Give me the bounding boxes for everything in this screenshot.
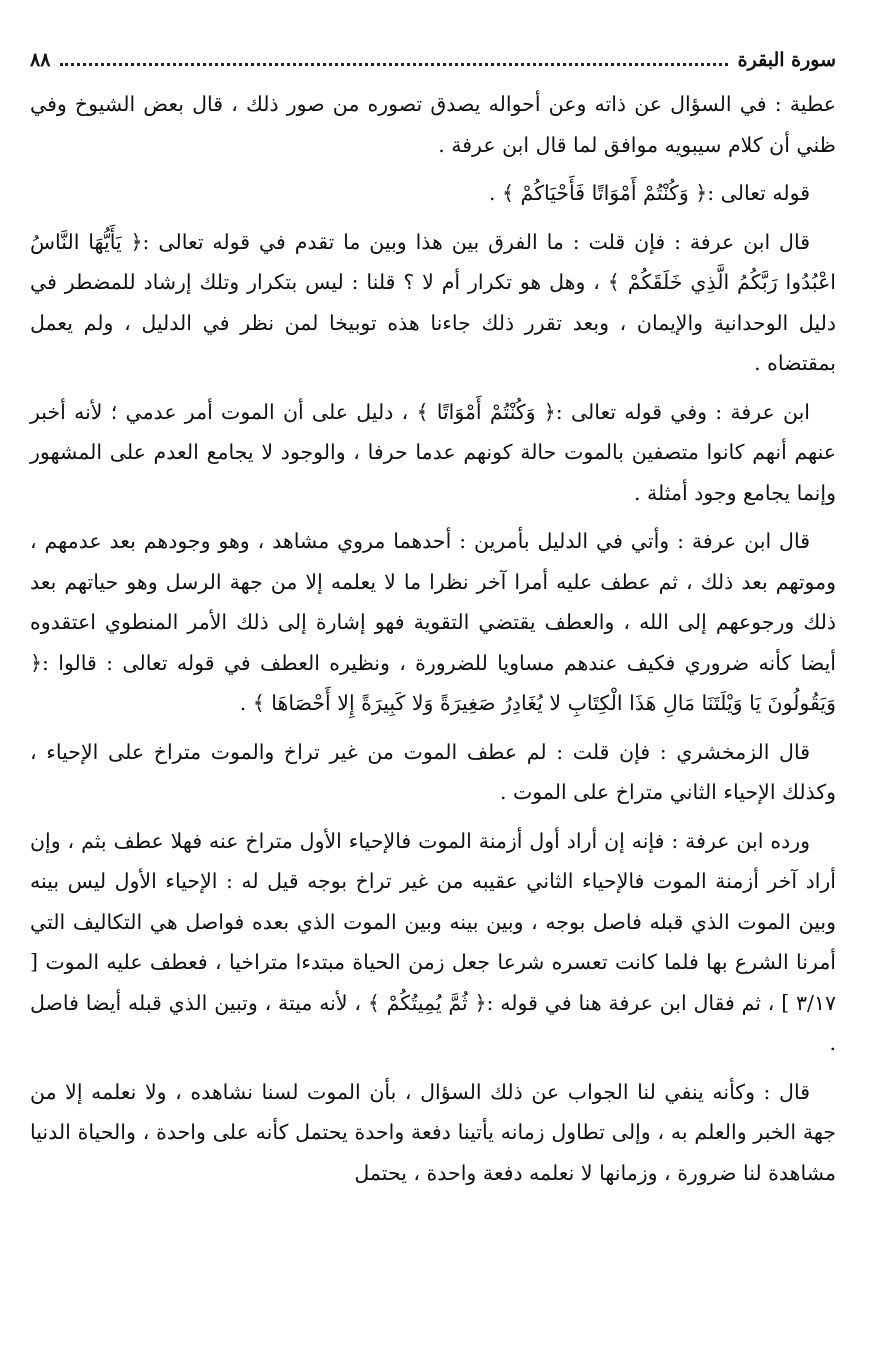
document-page — [30, 40, 836, 1201]
paragraph: ورده ابن عرفة : فإنه إن أراد أول أزمنة الموت فالإحياء الأول متراخ عنه فهلا عطف بثم ، وإن أراد آخر أزمنة الموت فالإحياء الثاني عقيبه من غير تراخ بوجه قيل له : الإحياء الأول ليس بينه وبين الموت الذي قبله فاصل بوجه ، وبين بينه وبين الموت الذي بعده فواصل هي التكاليف التي أمرنا الشرع بها فلما كانت تعسره شرعا جعل زمن الحياة مبتدءا متراخيا ، فعطف عليه الموت [ ٣/١٧ ] ، ثم فقال ابن عرفة هنا في قوله :﴿ ثُمَّ يُمِيتُكُمْ ﴾ ، لأنه ميتة ، وتبين الذي قبله أيضا فاصل . — [30, 828, 836, 1055]
paragraph: قال الزمخشري : فإن قلت : لم عطف الموت من غير تراخ والموت متراخ على الإحياء ، وكذلك الإحياء الثاني متراخ على الموت . — [30, 739, 836, 804]
page-body — [30, 84, 836, 1193]
paragraph: قال : وكأنه ينفي لنا الجواب عن ذلك السؤال ، بأن الموت لسنا نشاهده ، ولا نعلمه إلا من جهة الخبر والعلم به ، وإلى تطاول زمانه يأتينا دفعة واحدة يحتمل كأنه على واحدة ، والحياة الدنيا مشاهدة لنا ضرورة ، وزمانها لا نعلمه دفعة واحدة ، يحتمل — [30, 1079, 836, 1185]
page-header — [30, 40, 836, 80]
paragraph: قال ابن عرفة : فإن قلت : ما الفرق بين هذا وبين ما تقدم في قوله تعالى :﴿ يَأَيُّهَا النَّاسُ اعْبُدُوا رَبَّكُمُ الَّذِي خَلَقَكُمْ ﴾ ، وهل هو تكرار أم لا ؟ قلنا : ليس بتكرار وتلك إرشاد للمضطر في دليل الوحدانية والإيمان ، وبعد تقرر ذلك جاءنا هذه توبيخا لمن نظر في الدليل ، ولم يعمل بمقتضاه . — [30, 229, 836, 375]
chapter-title: سورة البقرة — [737, 49, 836, 71]
paragraph: عطية : في السؤال عن ذاته وعن أحواله يصدق تصوره من صور ذلك ، قال بعض الشيوخ وفي ظني أن كلام سيبويه موافق لما قال ابن عرفة . — [30, 92, 836, 157]
header-dotted-leader — [60, 63, 727, 66]
paragraph: قوله تعالى :﴿ وَكُنْتُمْ أَمْوَاتًا فَأَحْيَاكُمْ ﴾ . — [488, 181, 810, 205]
paragraph: قال ابن عرفة : وأتي في الدليل بأمرين : أحدهما مروي مشاهد ، وهو وجودهم بعد عدمهم ، وموتهم بعد ذلك ، ثم عطف عليه أمرا آخر نظرا ما لا يعلمه إلا من جهة الرسل وهو حياتهم بعد ذلك ورجوعهم إلى الله ، والعطف يقتضي التقوية فهو إشارة إلى ذلك الأمر المنطوي اعتقدوه أيضا كأنه ضروري فكيف عندهم مساويا للضرورة ، ونظيره العطف في قوله تعالى : قالوا :﴿ وَيَقُولُونَ يَا وَيْلَتَنَا مَالِ هَذَا الْكِتَابِ لا يُغَادِرُ صَغِيرَةً وَلا كَبِيرَةً إِلا أَحْصَاهَا ﴾ . — [30, 529, 836, 715]
page-number: ٨٨ — [30, 49, 51, 71]
paragraph: ابن عرفة : وفي قوله تعالى :﴿ وَكُنْتُمْ أَمْوَاتًا ﴾ ، دليل على أن الموت أمر عدمي ؛ لأنه أخبر عنهم أنهم كانوا متصفين بالموت حالة كونهم عدما حرفا ، والوجود لا يجامع العدم على المشهور وإنما يجامع وجود أمثلة . — [30, 399, 836, 505]
